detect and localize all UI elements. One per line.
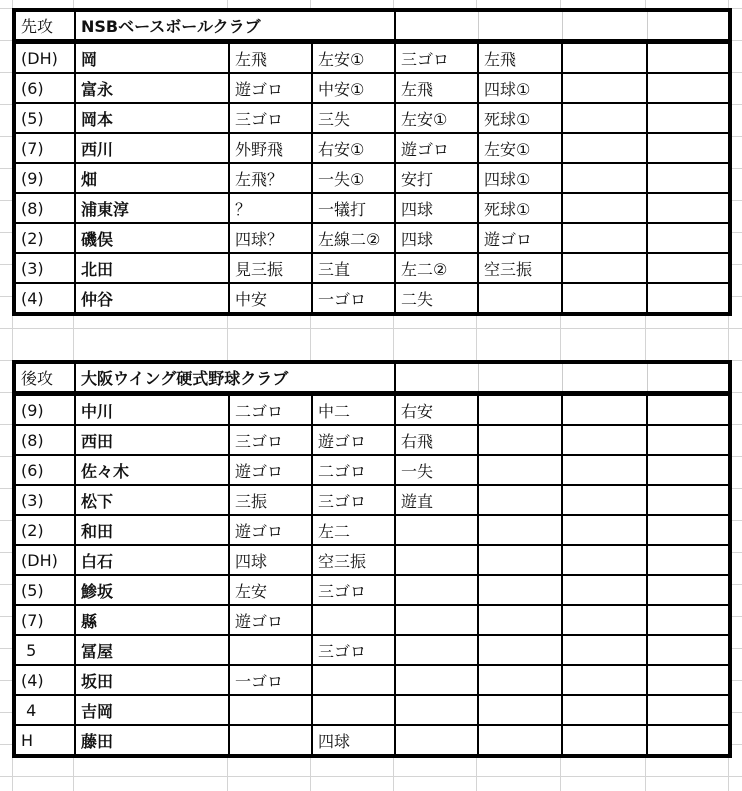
- position-cell[interactable]: (2): [14, 515, 75, 545]
- at-bat-result-cell[interactable]: [562, 394, 647, 426]
- team-name-cell[interactable]: 大阪ウイング硬式野球クラブ: [75, 362, 395, 394]
- player-row: [14, 133, 730, 163]
- at-bat-result-cell[interactable]: 四球: [395, 193, 478, 223]
- at-bat-result-cell[interactable]: 左安①: [395, 103, 478, 133]
- player-name-cell[interactable]: 鯵坂: [75, 575, 229, 605]
- player-row: [14, 103, 730, 133]
- at-bat-result-cell[interactable]: [562, 695, 647, 725]
- position-cell[interactable]: 4: [14, 695, 75, 725]
- header-empty-cell[interactable]: [647, 362, 730, 394]
- player-row: [14, 253, 730, 283]
- at-bat-result-cell[interactable]: 一ゴロ: [312, 283, 395, 314]
- at-bat-result-cell[interactable]: [562, 605, 647, 635]
- at-bat-result-cell[interactable]: 遊直: [395, 485, 478, 515]
- at-bat-result-cell[interactable]: [647, 635, 730, 665]
- player-name-cell[interactable]: 畑: [75, 163, 229, 193]
- player-name-cell[interactable]: 浦東淳: [75, 193, 229, 223]
- player-name-cell[interactable]: 藤田: [75, 725, 229, 756]
- at-bat-result-cell[interactable]: 二ゴロ: [312, 455, 395, 485]
- player-row: [14, 605, 730, 635]
- player-name-cell[interactable]: 西川: [75, 133, 229, 163]
- at-bat-result-cell[interactable]: [647, 725, 730, 756]
- at-bat-result-cell[interactable]: [647, 605, 730, 635]
- at-bat-result-cell[interactable]: [562, 73, 647, 103]
- at-bat-result-cell[interactable]: 三振: [229, 485, 312, 515]
- at-bat-result-cell[interactable]: 四球？: [229, 223, 312, 253]
- player-name-cell[interactable]: 冨屋: [75, 635, 229, 665]
- at-bat-result-cell[interactable]: [562, 455, 647, 485]
- position-cell[interactable]: (9): [14, 394, 75, 426]
- at-bat-result-cell[interactable]: 遊ゴロ: [229, 515, 312, 545]
- position-cell[interactable]: (3): [14, 253, 75, 283]
- position-cell[interactable]: (7): [14, 605, 75, 635]
- at-bat-result-cell[interactable]: 死球①: [478, 103, 562, 133]
- at-bat-result-cell[interactable]: [478, 515, 562, 545]
- at-bat-result-cell[interactable]: [395, 605, 478, 635]
- position-cell[interactable]: (7): [14, 133, 75, 163]
- at-bat-result-cell[interactable]: 三ゴロ: [312, 485, 395, 515]
- at-bat-result-cell[interactable]: [647, 394, 730, 426]
- position-cell[interactable]: (3): [14, 485, 75, 515]
- at-bat-result-cell[interactable]: [647, 193, 730, 223]
- bottom-team-scoresheet: [12, 360, 732, 758]
- player-row: [14, 575, 730, 605]
- at-bat-result-cell[interactable]: [478, 725, 562, 756]
- at-bat-result-cell[interactable]: 右飛: [395, 425, 478, 455]
- at-bat-result-cell[interactable]: [229, 695, 312, 725]
- player-name-cell[interactable]: 坂田: [75, 665, 229, 695]
- position-cell[interactable]: (5): [14, 575, 75, 605]
- at-bat-result-cell[interactable]: [478, 575, 562, 605]
- at-bat-result-cell[interactable]: 死球①: [478, 193, 562, 223]
- at-bat-result-cell[interactable]: [229, 725, 312, 756]
- at-bat-result-cell[interactable]: [478, 394, 562, 426]
- at-bat-result-cell[interactable]: 三直: [312, 253, 395, 283]
- header-empty-cell[interactable]: [478, 362, 562, 394]
- player-name-cell[interactable]: 松下: [75, 485, 229, 515]
- team-header-row: [14, 10, 730, 42]
- at-bat-result-cell[interactable]: [562, 545, 647, 575]
- player-name-cell[interactable]: 仲谷: [75, 283, 229, 314]
- header-empty-cell[interactable]: [647, 10, 730, 42]
- player-name-cell[interactable]: 磯俣: [75, 223, 229, 253]
- at-bat-result-cell[interactable]: 左安: [229, 575, 312, 605]
- at-bat-result-cell[interactable]: [312, 695, 395, 725]
- at-bat-result-cell[interactable]: [312, 665, 395, 695]
- at-bat-result-cell[interactable]: [562, 42, 647, 74]
- at-bat-result-cell[interactable]: 二失: [395, 283, 478, 314]
- top-team-scoresheet: [12, 8, 732, 316]
- at-bat-result-cell[interactable]: [478, 635, 562, 665]
- position-cell[interactable]: 5: [14, 635, 75, 665]
- at-bat-result-cell[interactable]: [395, 575, 478, 605]
- player-row: [14, 515, 730, 545]
- at-bat-result-cell[interactable]: [647, 133, 730, 163]
- player-row: [14, 725, 730, 756]
- at-bat-result-cell[interactable]: 一失①: [312, 163, 395, 193]
- at-bat-result-cell[interactable]: [647, 163, 730, 193]
- header-empty-cell[interactable]: [562, 10, 647, 42]
- at-bat-result-cell[interactable]: [647, 545, 730, 575]
- player-name-cell[interactable]: 岡: [75, 42, 229, 74]
- at-bat-result-cell[interactable]: [647, 665, 730, 695]
- at-bat-result-cell[interactable]: [647, 73, 730, 103]
- at-bat-result-cell[interactable]: 左安①: [312, 42, 395, 74]
- at-bat-result-cell[interactable]: 三ゴロ: [229, 103, 312, 133]
- position-cell[interactable]: (5): [14, 103, 75, 133]
- at-bat-result-cell[interactable]: 左飛: [478, 42, 562, 74]
- at-bat-result-cell[interactable]: 右安: [395, 394, 478, 426]
- at-bat-result-cell[interactable]: [562, 193, 647, 223]
- at-bat-result-cell[interactable]: [478, 605, 562, 635]
- at-bat-result-cell[interactable]: 中二: [312, 394, 395, 426]
- at-bat-result-cell[interactable]: [647, 515, 730, 545]
- at-bat-result-cell[interactable]: 二ゴロ: [229, 394, 312, 426]
- player-row: [14, 223, 730, 253]
- player-row: [14, 73, 730, 103]
- at-bat-result-cell[interactable]: [478, 425, 562, 455]
- at-bat-result-cell[interactable]: [647, 695, 730, 725]
- at-bat-result-cell[interactable]: [478, 455, 562, 485]
- at-bat-result-cell[interactable]: 三失: [312, 103, 395, 133]
- player-row: [14, 695, 730, 725]
- at-bat-result-cell[interactable]: [562, 725, 647, 756]
- position-cell[interactable]: H: [14, 725, 75, 756]
- player-row: [14, 665, 730, 695]
- at-bat-result-cell[interactable]: [478, 283, 562, 314]
- at-bat-result-cell[interactable]: 四球: [395, 223, 478, 253]
- team-name-cell[interactable]: NSBベースボールクラブ: [75, 10, 395, 42]
- at-bat-result-cell[interactable]: 遊ゴロ: [229, 455, 312, 485]
- player-name-cell[interactable]: 北田: [75, 253, 229, 283]
- batting-order-label[interactable]: 後攻: [14, 362, 75, 394]
- team-header-row: [14, 362, 730, 394]
- at-bat-result-cell[interactable]: 左飛: [229, 42, 312, 74]
- at-bat-result-cell[interactable]: [647, 575, 730, 605]
- player-row: [14, 42, 730, 74]
- at-bat-result-cell[interactable]: 左安①: [478, 133, 562, 163]
- player-row: [14, 425, 730, 455]
- at-bat-result-cell[interactable]: [647, 455, 730, 485]
- at-bat-result-cell[interactable]: 一ゴロ: [229, 665, 312, 695]
- position-cell[interactable]: (6): [14, 73, 75, 103]
- at-bat-result-cell[interactable]: 四球: [312, 725, 395, 756]
- at-bat-result-cell[interactable]: [478, 545, 562, 575]
- at-bat-result-cell[interactable]: 三ゴロ: [312, 635, 395, 665]
- at-bat-result-cell[interactable]: [562, 133, 647, 163]
- at-bat-result-cell[interactable]: [647, 42, 730, 74]
- at-bat-result-cell[interactable]: [395, 725, 478, 756]
- at-bat-result-cell[interactable]: 空三振: [312, 545, 395, 575]
- position-cell[interactable]: (8): [14, 425, 75, 455]
- player-name-cell[interactable]: 縣: [75, 605, 229, 635]
- at-bat-result-cell[interactable]: 遊ゴロ: [229, 73, 312, 103]
- at-bat-result-cell[interactable]: [562, 665, 647, 695]
- position-cell[interactable]: (6): [14, 455, 75, 485]
- grid-row-line: [0, 776, 742, 777]
- at-bat-result-cell[interactable]: [395, 545, 478, 575]
- at-bat-result-cell[interactable]: 左線二②: [312, 223, 395, 253]
- at-bat-result-cell[interactable]: 右安①: [312, 133, 395, 163]
- at-bat-result-cell[interactable]: 遊ゴロ: [395, 133, 478, 163]
- at-bat-result-cell[interactable]: [647, 425, 730, 455]
- batting-order-label[interactable]: 先攻: [14, 10, 75, 42]
- at-bat-result-cell[interactable]: 中安①: [312, 73, 395, 103]
- player-name-cell[interactable]: 和田: [75, 515, 229, 545]
- position-cell[interactable]: (2): [14, 223, 75, 253]
- at-bat-result-cell[interactable]: [647, 253, 730, 283]
- at-bat-result-cell[interactable]: 三ゴロ: [312, 575, 395, 605]
- player-row: [14, 545, 730, 575]
- at-bat-result-cell[interactable]: 左飛？: [229, 163, 312, 193]
- at-bat-result-cell[interactable]: 左二②: [395, 253, 478, 283]
- at-bat-result-cell[interactable]: [562, 635, 647, 665]
- at-bat-result-cell[interactable]: [647, 103, 730, 133]
- at-bat-result-cell[interactable]: 中安: [229, 283, 312, 314]
- player-row: [14, 455, 730, 485]
- at-bat-result-cell[interactable]: [562, 253, 647, 283]
- at-bat-result-cell[interactable]: [395, 635, 478, 665]
- header-empty-cell[interactable]: [395, 10, 478, 42]
- at-bat-result-cell[interactable]: [395, 695, 478, 725]
- at-bat-result-cell[interactable]: 外野飛: [229, 133, 312, 163]
- at-bat-result-cell[interactable]: [562, 515, 647, 545]
- player-name-cell[interactable]: 白石: [75, 545, 229, 575]
- position-cell[interactable]: (DH): [14, 42, 75, 74]
- player-row: [14, 485, 730, 515]
- at-bat-result-cell[interactable]: ？: [229, 193, 312, 223]
- at-bat-result-cell[interactable]: 四球①: [478, 73, 562, 103]
- position-cell[interactable]: (4): [14, 283, 75, 314]
- grid-row-line: [0, 328, 742, 329]
- player-row: [14, 163, 730, 193]
- at-bat-result-cell[interactable]: 四球①: [478, 163, 562, 193]
- player-name-cell[interactable]: 富永: [75, 73, 229, 103]
- at-bat-result-cell[interactable]: [562, 223, 647, 253]
- at-bat-result-cell[interactable]: 遊ゴロ: [478, 223, 562, 253]
- at-bat-result-cell[interactable]: 空三振: [478, 253, 562, 283]
- position-cell[interactable]: (DH): [14, 545, 75, 575]
- player-row: [14, 283, 730, 314]
- at-bat-result-cell[interactable]: [647, 485, 730, 515]
- player-row: [14, 394, 730, 426]
- player-name-cell[interactable]: 中川: [75, 394, 229, 426]
- position-cell[interactable]: (4): [14, 665, 75, 695]
- header-empty-cell[interactable]: [562, 362, 647, 394]
- player-name-cell[interactable]: 佐々木: [75, 455, 229, 485]
- at-bat-result-cell[interactable]: 左飛: [395, 73, 478, 103]
- at-bat-result-cell[interactable]: [312, 605, 395, 635]
- at-bat-result-cell[interactable]: [395, 665, 478, 695]
- at-bat-result-cell[interactable]: 一失: [395, 455, 478, 485]
- player-name-cell[interactable]: 吉岡: [75, 695, 229, 725]
- position-cell[interactable]: (8): [14, 193, 75, 223]
- player-row: [14, 635, 730, 665]
- at-bat-result-cell[interactable]: [229, 635, 312, 665]
- at-bat-result-cell[interactable]: [562, 283, 647, 314]
- player-name-cell[interactable]: 岡本: [75, 103, 229, 133]
- at-bat-result-cell[interactable]: 四球: [229, 545, 312, 575]
- at-bat-result-cell[interactable]: [562, 163, 647, 193]
- header-empty-cell[interactable]: [478, 10, 562, 42]
- at-bat-result-cell[interactable]: 三ゴロ: [395, 42, 478, 74]
- at-bat-result-cell[interactable]: 安打: [395, 163, 478, 193]
- at-bat-result-cell[interactable]: [478, 695, 562, 725]
- at-bat-result-cell[interactable]: 三ゴロ: [229, 425, 312, 455]
- at-bat-result-cell[interactable]: 見三振: [229, 253, 312, 283]
- player-row: [14, 193, 730, 223]
- at-bat-result-cell[interactable]: 遊ゴロ: [229, 605, 312, 635]
- at-bat-result-cell[interactable]: [562, 425, 647, 455]
- at-bat-result-cell[interactable]: [647, 283, 730, 314]
- at-bat-result-cell[interactable]: 左二: [312, 515, 395, 545]
- at-bat-result-cell[interactable]: 遊ゴロ: [312, 425, 395, 455]
- at-bat-result-cell[interactable]: [562, 103, 647, 133]
- at-bat-result-cell[interactable]: [478, 665, 562, 695]
- position-cell[interactable]: (9): [14, 163, 75, 193]
- header-empty-cell[interactable]: [395, 362, 478, 394]
- at-bat-result-cell[interactable]: [562, 485, 647, 515]
- at-bat-result-cell[interactable]: [562, 575, 647, 605]
- at-bat-result-cell[interactable]: [478, 485, 562, 515]
- player-name-cell[interactable]: 西田: [75, 425, 229, 455]
- at-bat-result-cell[interactable]: 一犠打: [312, 193, 395, 223]
- at-bat-result-cell[interactable]: [647, 223, 730, 253]
- at-bat-result-cell[interactable]: [395, 515, 478, 545]
